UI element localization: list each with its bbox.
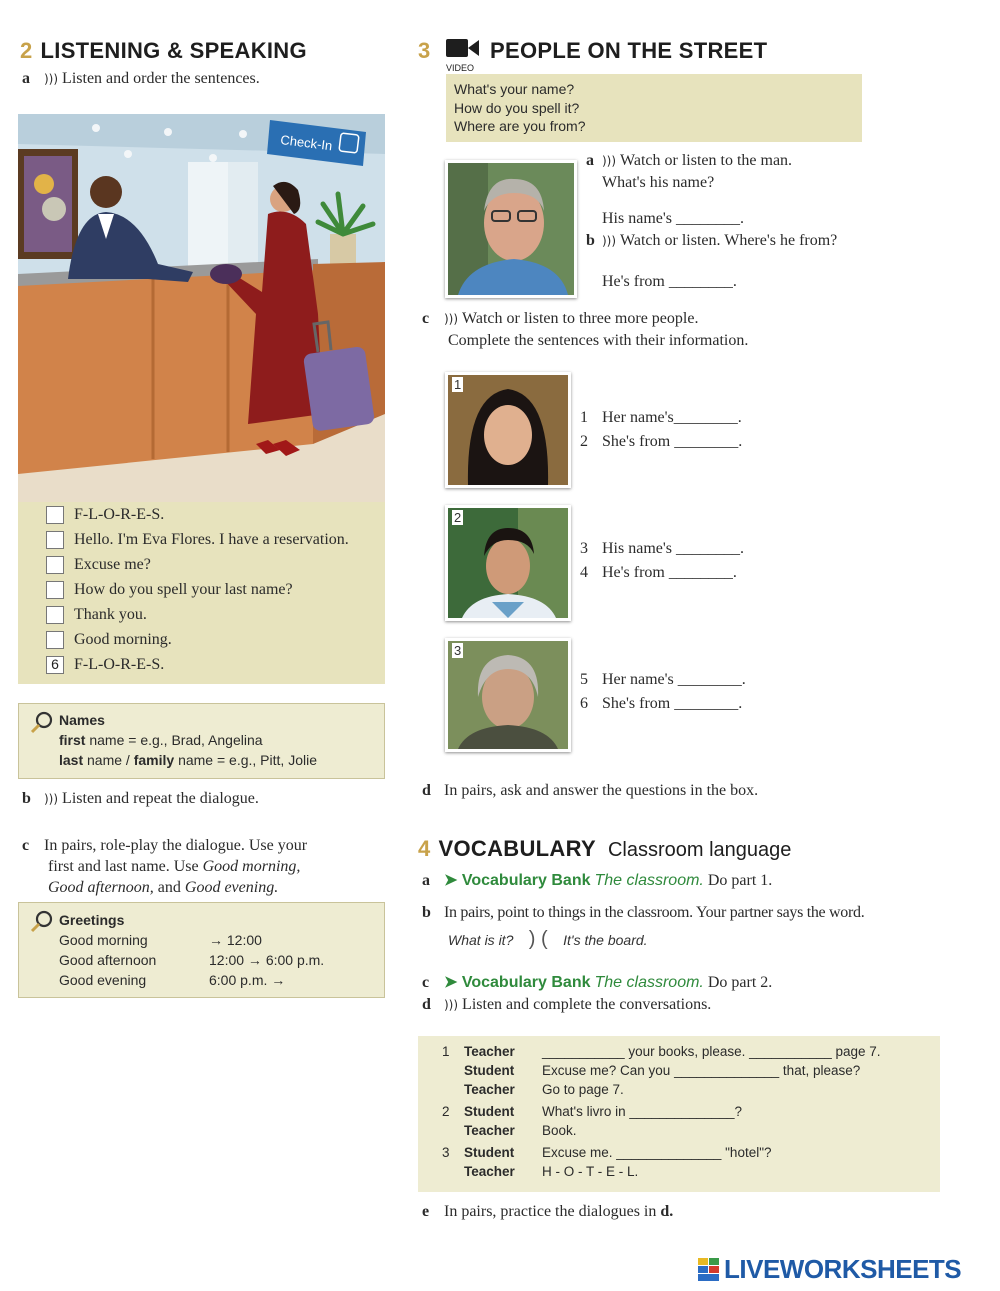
conversation-line[interactable]: Student Excuse me? Can you ______________ that, please? (464, 1063, 861, 1078)
vocabulary-bank-link[interactable]: Vocabulary Bank (461, 872, 591, 889)
person-1-sentences (580, 406, 742, 454)
audio-icon[interactable]: ))) (444, 998, 459, 1012)
section4-b-instruction: b In pairs, point to things in the classroom. Your partner says the word. (422, 904, 865, 921)
conversation-line[interactable]: 3 Student Excuse me. ______________ "hotel"? (442, 1145, 772, 1160)
vocabulary-bank-arrow-icon: ➤ (444, 872, 462, 889)
person-1-photo (445, 372, 571, 488)
greetings-box-title: Greetings (59, 912, 125, 928)
speech-bubble-question: What is it? (448, 932, 514, 948)
conversation-line[interactable]: 2 Student What's livro in ______________? (442, 1104, 742, 1119)
fill-blank-line[interactable]: 2 She's from ________. (580, 433, 743, 450)
names-line-first: first name = e.g., Brad, Angelina (59, 732, 263, 748)
section4-c-instruction: c ➤ Vocabulary Bank The classroom. Do part 2. (422, 974, 773, 991)
order-checkbox[interactable] (46, 606, 64, 624)
section4-heading: 4 VOCABULARY Classroom language (418, 836, 792, 861)
audio-icon[interactable]: ))) (602, 234, 617, 248)
conversation-line[interactable]: 1 Teacher ___________ your books, please. ___________ page 7. (442, 1044, 881, 1059)
brand-text: LIVEWORKSHEETS (724, 1254, 962, 1284)
order-checkbox[interactable] (46, 506, 64, 524)
sentence-row: F-L-O-R-E-S. (46, 506, 385, 531)
photo-number: 3 (454, 643, 462, 658)
person-2-photo (445, 505, 571, 621)
sentence-row: 6 F-L-O-R-E-S. (46, 656, 385, 681)
man-photo (445, 160, 577, 298)
conversation-line: Teacher Book. (464, 1123, 577, 1138)
checkin-scene-svg (18, 114, 385, 502)
fill-blank-line[interactable]: 5 Her name's ________. (580, 671, 746, 688)
photo-number: 1 (454, 377, 462, 392)
section2-title: LISTENING & SPEAKING (40, 38, 307, 63)
speech-bubbles (448, 928, 648, 950)
person-3-sentences (580, 668, 746, 716)
section3-a-instruction: a ))) Watch or listen to the man. What's his name? (586, 152, 793, 191)
sentence-row: How do you spell your last name? (46, 581, 385, 606)
section3-a-answer[interactable]: His name's ________. (602, 210, 744, 227)
section2-c-instruction: c In pairs, role-play the dialogue. Use your first and last name. Use Good morning, Good afternoon, and Good evening. (22, 837, 308, 896)
order-sentences-box (18, 502, 385, 684)
conversation-line: Teacher Go to page 7. (464, 1082, 624, 1097)
greetings-info-box (18, 902, 385, 998)
section3-heading: 3 (418, 38, 431, 63)
speech-bubble-answer: It's the board. (563, 932, 648, 948)
order-checkbox[interactable] (46, 581, 64, 599)
fill-blank-line[interactable]: 1 Her name's________. (580, 409, 742, 426)
sentence-row: Hello. I'm Eva Flores. I have a reservation. (46, 531, 385, 556)
audio-icon[interactable]: ))) (444, 312, 459, 326)
section4-d-instruction: d ))) Listen and complete the conversations. (422, 996, 712, 1013)
video-icon: VIDEO (446, 38, 482, 68)
greeting-row: Good evening 6:00 p.m. → (59, 972, 286, 988)
section2-heading (20, 38, 307, 64)
question-line: How do you spell it? (454, 99, 580, 116)
greeting-row: Good morning → 12:00 (59, 932, 262, 948)
fill-blank-line[interactable]: 3 His name's ________. (580, 540, 744, 557)
section4-e-instruction: e In pairs, practice the dialogues in d. (422, 1203, 674, 1220)
liveworksheets-icon (698, 1258, 720, 1282)
conversations-box (418, 1036, 940, 1192)
question-line: What's your name? (454, 81, 575, 97)
order-checkbox[interactable] (46, 531, 64, 549)
person-3-photo (445, 638, 571, 752)
names-line-last: last name / family name = e.g., Pitt, Jolie (59, 752, 317, 768)
section2-b-instruction: b ))) Listen and repeat the dialogue. (22, 790, 259, 807)
photo-number: 2 (454, 510, 462, 525)
fill-blank-line[interactable]: 6 She's from ________. (580, 695, 743, 712)
vocabulary-bank-arrow-icon: ➤ (444, 974, 462, 991)
bubble-brackets-icon: ) ( (528, 928, 548, 950)
fill-blank-line[interactable]: 4 He's from ________. (580, 564, 737, 581)
liveworksheets-logo[interactable] (698, 1254, 994, 1286)
sentence-row: Excuse me? (46, 556, 385, 581)
sentence-row: Thank you. (46, 606, 385, 631)
section3-d-instruction: d In pairs, ask and answer the questions in the box. (422, 782, 759, 799)
order-checkbox[interactable] (46, 556, 64, 574)
vocabulary-bank-link[interactable]: Vocabulary Bank (461, 974, 591, 991)
magnifier-icon (29, 710, 55, 736)
svg-text:Check-In: Check-In (279, 132, 334, 154)
greeting-row: Good afternoon 12:00 → 6:00 p.m. (59, 952, 325, 968)
audio-icon[interactable]: ))) (602, 154, 617, 168)
questions-box (446, 74, 862, 142)
sentence-row: Good morning. (46, 631, 385, 656)
question-line: Where are you from? (454, 118, 586, 134)
hotel-checkin-illustration (18, 114, 385, 502)
section3-c-instruction: c ))) Watch or listen to three more people. Complete the sentences with their information. (422, 310, 749, 349)
section4-a-instruction: a ➤ Vocabulary Bank The classroom. Do part 1. (422, 872, 773, 889)
conversation-line: Teacher H - O - T - E - L. (464, 1164, 639, 1179)
section3-b-instruction: b ))) Watch or listen. Where's he from? (586, 232, 838, 249)
audio-icon[interactable]: ))) (44, 792, 59, 806)
order-checkbox: 6 (46, 656, 64, 674)
names-info-box (18, 703, 385, 779)
section2-a-letter: a (22, 70, 30, 87)
section3-b-answer[interactable]: He's from ________. (602, 273, 737, 290)
section3-title: PEOPLE ON THE STREET (490, 38, 768, 63)
audio-icon[interactable]: ))) (44, 72, 59, 86)
magnifier-icon (29, 909, 55, 935)
section2-number: 2 (20, 38, 33, 63)
names-box-title: Names (59, 712, 105, 728)
person-2-sentences (580, 537, 744, 585)
order-checkbox[interactable] (46, 631, 64, 649)
section2-a-instruction: a ))) Listen and order the sentences. (22, 70, 260, 87)
